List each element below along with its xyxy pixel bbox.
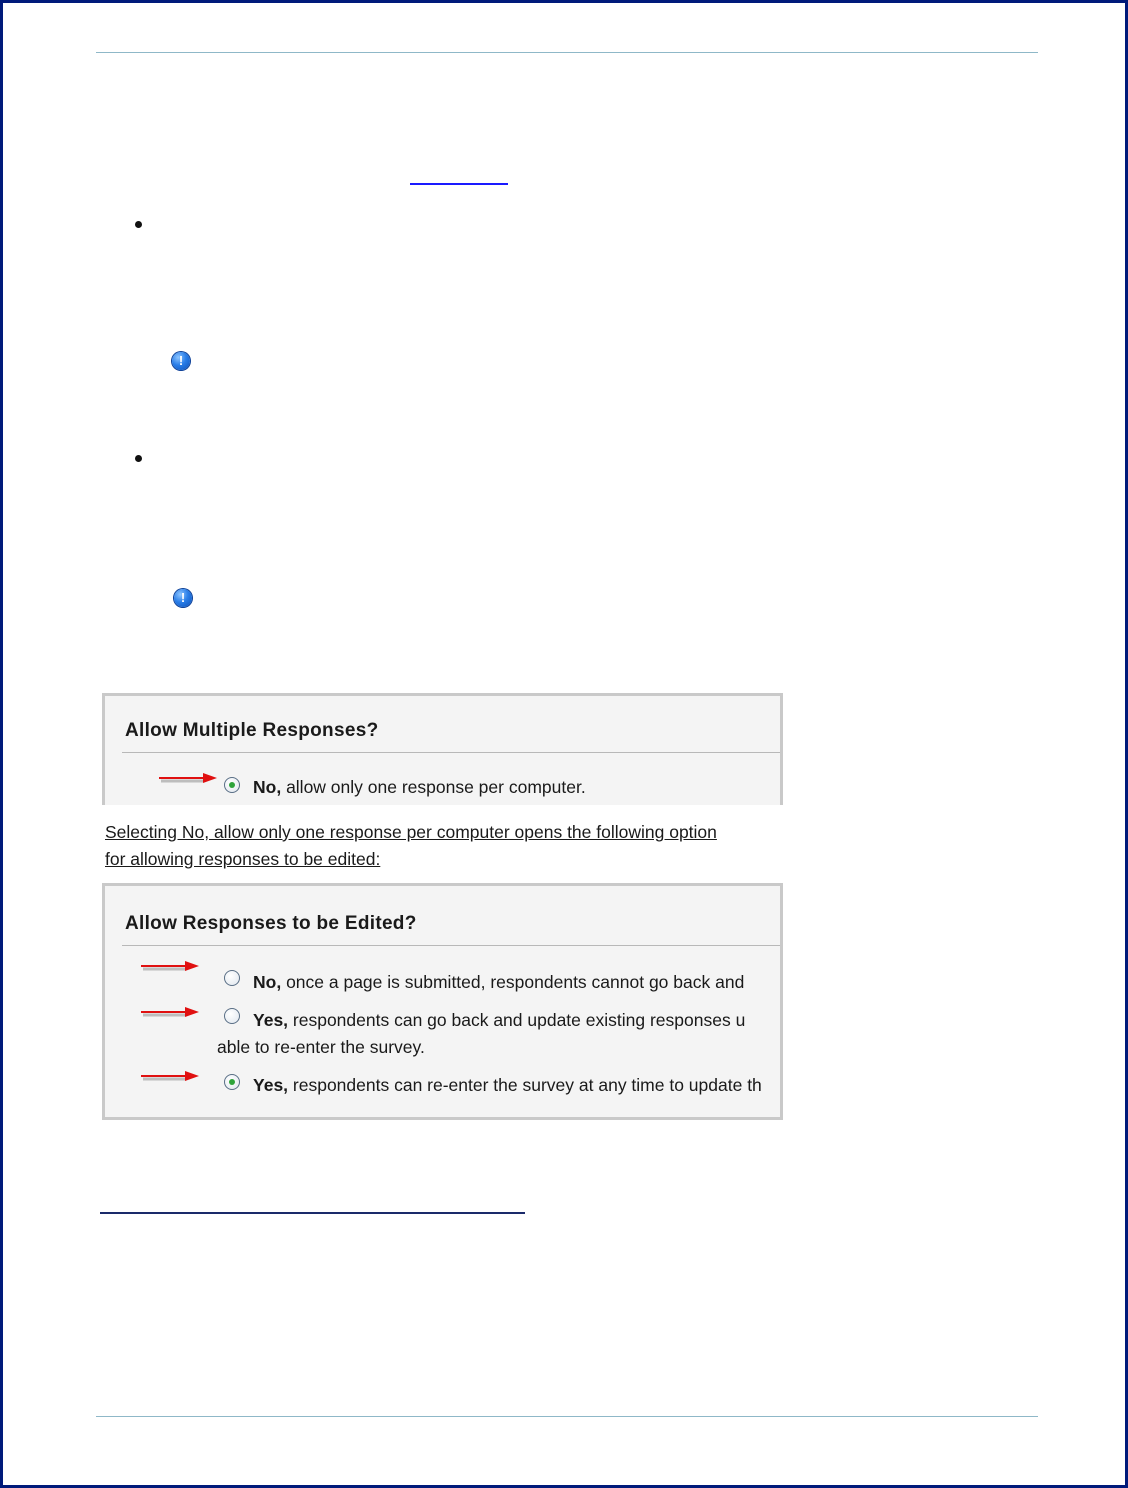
header-rule (96, 52, 1038, 53)
allow-multiple-responses-panel (102, 693, 783, 805)
radio-yes-edit-until-close[interactable] (224, 1008, 240, 1024)
red-arrow-icon (141, 960, 201, 974)
bullet-icon (135, 455, 142, 462)
caption-line: Selecting No, allow only one response per computer opens the following option (105, 822, 717, 842)
radio-yes-edit-anytime[interactable] (224, 1074, 240, 1090)
info-icon: ! (174, 589, 192, 607)
link-underline[interactable] (410, 183, 508, 185)
info-icon: ! (172, 352, 190, 370)
caption-line: for allowing responses to be edited: (105, 849, 381, 869)
panel-title: Allow Responses to be Edited? (125, 913, 417, 934)
footer-rule (96, 1416, 1038, 1417)
option-label: Yes, respondents can re-enter the survey at any time to update th (253, 1075, 762, 1095)
panel-divider (122, 945, 780, 946)
red-arrow-icon (141, 1070, 201, 1084)
radio-no-edit[interactable] (224, 970, 240, 986)
section-underline (100, 1212, 525, 1214)
bullet-icon (135, 221, 142, 228)
radio-no-one-response[interactable] (224, 777, 240, 793)
panel-title: Allow Multiple Responses? (125, 720, 379, 741)
red-arrow-icon (159, 772, 219, 786)
panel-divider (122, 752, 780, 753)
option-label-continuation: able to re-enter the survey. (217, 1037, 425, 1057)
option-label: No, once a page is submitted, respondents cannot go back and (253, 972, 745, 992)
red-arrow-icon (141, 1006, 201, 1020)
option-label: No, allow only one response per computer. (253, 777, 586, 797)
allow-edit-responses-panel (102, 883, 783, 1120)
option-label: Yes, respondents can go back and update existing responses u (253, 1010, 746, 1030)
